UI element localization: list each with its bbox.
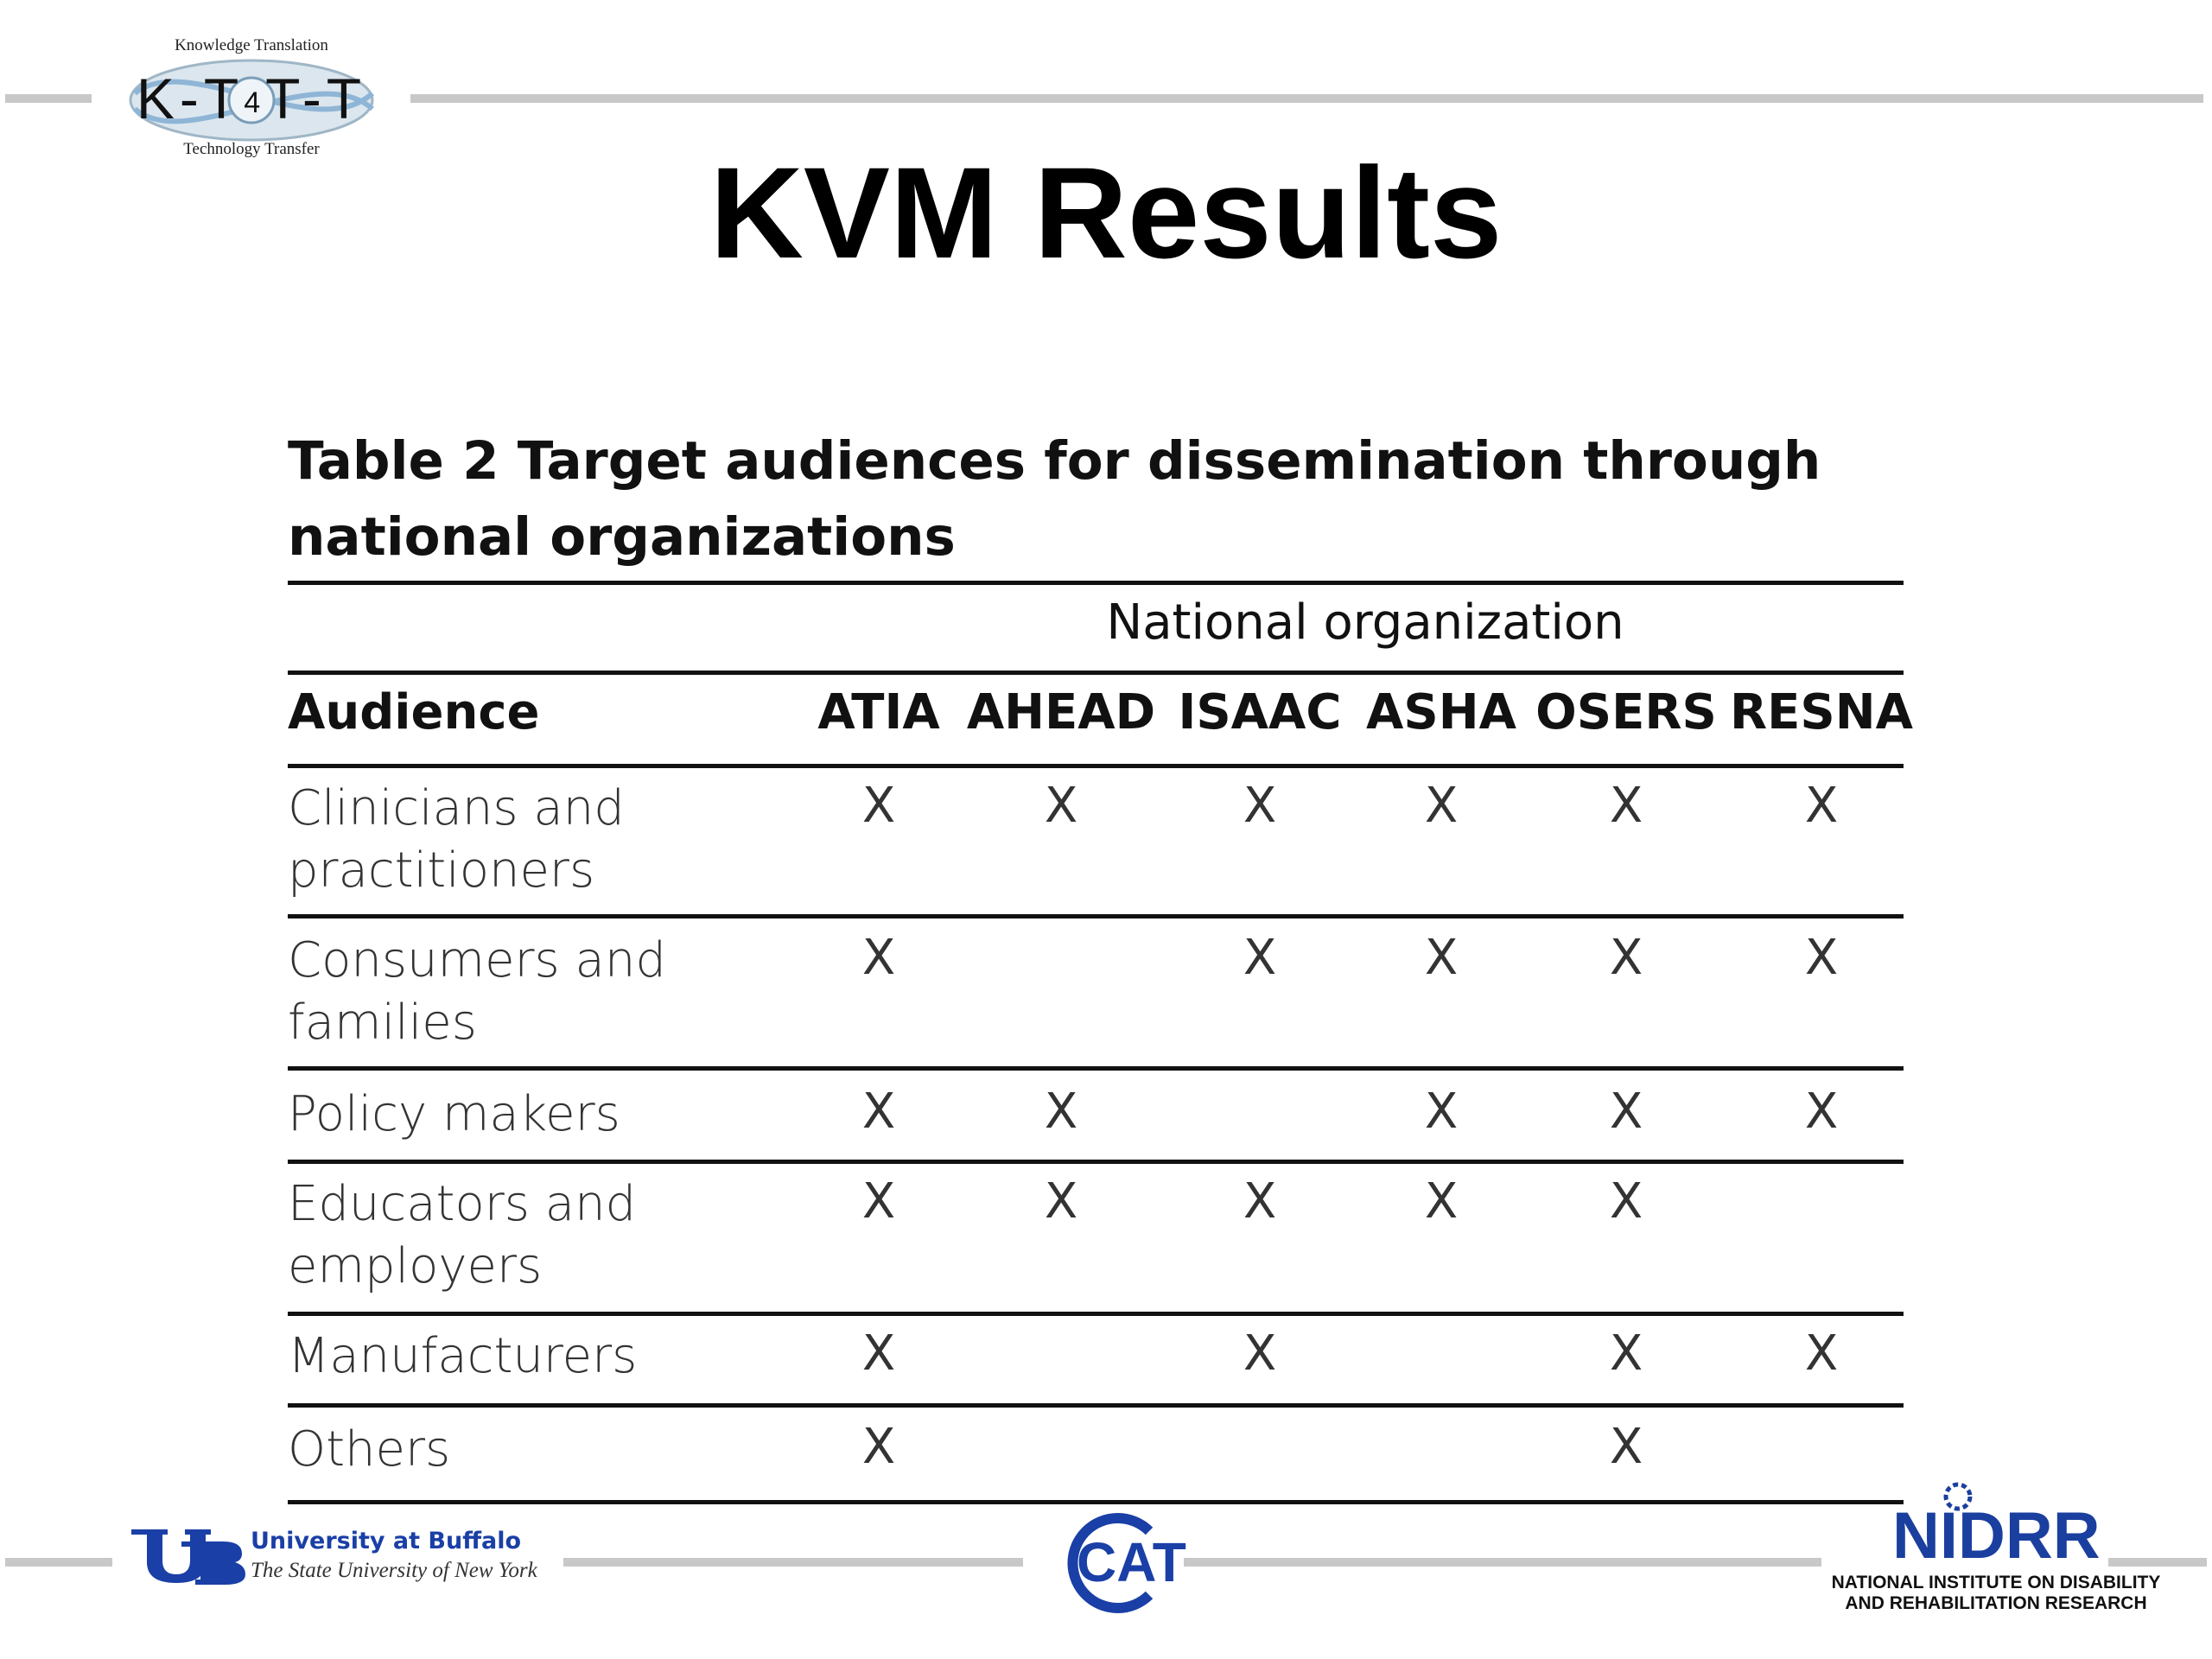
table-caption-line1: Table 2 Target audiences for dissemination through — [288, 430, 1821, 492]
mark-cell: X — [1804, 1084, 1839, 1140]
mark-cell: X — [1243, 1173, 1277, 1230]
table-caption-line2: national organizations — [288, 506, 956, 568]
row-rule — [288, 1066, 1904, 1071]
audience-cell — [288, 778, 806, 902]
mark-cell: X — [1044, 1173, 1078, 1230]
audience-line: families — [288, 995, 477, 1051]
kt4tt-letters-right: T-T — [265, 67, 367, 130]
kt4tt-logo-letters — [118, 66, 385, 131]
mark-cell: X — [1044, 778, 1078, 834]
ub-subtitle: The State University of New York — [251, 1559, 537, 1582]
nidrr-logo — [1815, 1479, 2177, 1613]
audience-line: practitioners — [288, 842, 595, 899]
footer-rule-2 — [563, 1558, 1023, 1567]
mark-cell: X — [1609, 1325, 1643, 1382]
group-header-rule — [288, 671, 1904, 675]
audience-cell — [288, 930, 806, 1054]
row-rule — [288, 1312, 1904, 1316]
mark-cell: X — [861, 1325, 896, 1382]
mark-cell: X — [1044, 1084, 1078, 1140]
audience-line: employers — [288, 1238, 543, 1294]
mark-cell: X — [1804, 1325, 1839, 1382]
footer-rule-1 — [5, 1558, 112, 1567]
kt4tt-logo-bottom-text: Technology Transfer — [183, 140, 320, 158]
cat-logo-text: CAT — [1077, 1531, 1186, 1593]
mark-cell: X — [1243, 930, 1277, 986]
mark-cell: X — [861, 1173, 896, 1230]
kt4tt-letters-mid: 4 — [244, 86, 266, 120]
mark-cell: X — [1424, 778, 1459, 834]
audience-header: Audience — [288, 684, 540, 741]
mark-cell: X — [861, 930, 896, 986]
cat-logo-icon — [1046, 1512, 1186, 1612]
mark-cell: X — [1609, 1084, 1643, 1140]
column-header-resna: RESNA — [1730, 684, 1913, 741]
mark-cell: X — [1609, 930, 1643, 986]
column-header-isaac: ISAAC — [1178, 684, 1342, 741]
audience-line: Clinicians and — [288, 780, 625, 836]
row-rule — [288, 914, 1904, 918]
mark-cell: X — [1609, 1419, 1643, 1475]
ub-logo — [128, 1526, 577, 1595]
mark-cell: X — [861, 778, 896, 834]
audience-cell — [288, 1173, 806, 1298]
audience-cell — [288, 1084, 806, 1146]
column-header-asha: ASHA — [1366, 684, 1516, 741]
audience-cell — [288, 1419, 806, 1481]
audience-cell — [288, 1325, 806, 1388]
column-header-osers: OSERS — [1535, 684, 1717, 741]
audience-line: Others — [288, 1421, 451, 1478]
column-header-ahead: AHEAD — [966, 684, 1156, 741]
mark-cell: X — [1424, 1084, 1459, 1140]
mark-cell: X — [1609, 1173, 1643, 1230]
footer-rule-3 — [1184, 1558, 1821, 1567]
mark-cell: X — [1243, 778, 1277, 834]
kt4tt-letters-left: K-T — [136, 67, 245, 130]
header-rule-right — [410, 94, 2203, 103]
cat-logo — [1046, 1512, 1186, 1612]
mark-cell: X — [1424, 1173, 1459, 1230]
row-rule — [288, 1403, 1904, 1408]
column-header-rule — [288, 764, 1904, 768]
mark-cell: X — [1609, 778, 1643, 834]
audience-line: Consumers and — [288, 932, 666, 988]
ub-name: University at Buffalo — [251, 1528, 522, 1554]
table-top-rule — [288, 581, 1904, 585]
column-header-atia: ATIA — [817, 684, 940, 741]
mark-cell: X — [1243, 1325, 1277, 1382]
header-rule-left — [5, 94, 92, 103]
row-rule — [288, 1160, 1904, 1164]
nidrr-name: NIDRR — [1892, 1499, 2101, 1573]
slide-title: KVM Results — [709, 140, 1503, 285]
ub-monogram-icon — [128, 1526, 245, 1586]
audience-line: Policy makers — [288, 1086, 620, 1142]
nidrr-line1: NATIONAL INSTITUTE ON DISABILITY — [1831, 1573, 2161, 1592]
mark-cell: X — [861, 1419, 896, 1475]
kt4tt-logo-top-text: Knowledge Translation — [175, 36, 328, 54]
nidrr-line2: AND REHABILITATION RESEARCH — [1845, 1593, 2147, 1613]
mark-cell: X — [1424, 930, 1459, 986]
group-header: National organization — [1106, 594, 1624, 651]
table-caption — [288, 423, 1929, 575]
audience-line: Educators and — [288, 1176, 637, 1232]
mark-cell: X — [1804, 778, 1839, 834]
mark-cell: X — [1804, 930, 1839, 986]
table-bottom-rule — [288, 1500, 1904, 1504]
mark-cell: X — [861, 1084, 896, 1140]
audience-line: Manufacturers — [288, 1328, 638, 1384]
